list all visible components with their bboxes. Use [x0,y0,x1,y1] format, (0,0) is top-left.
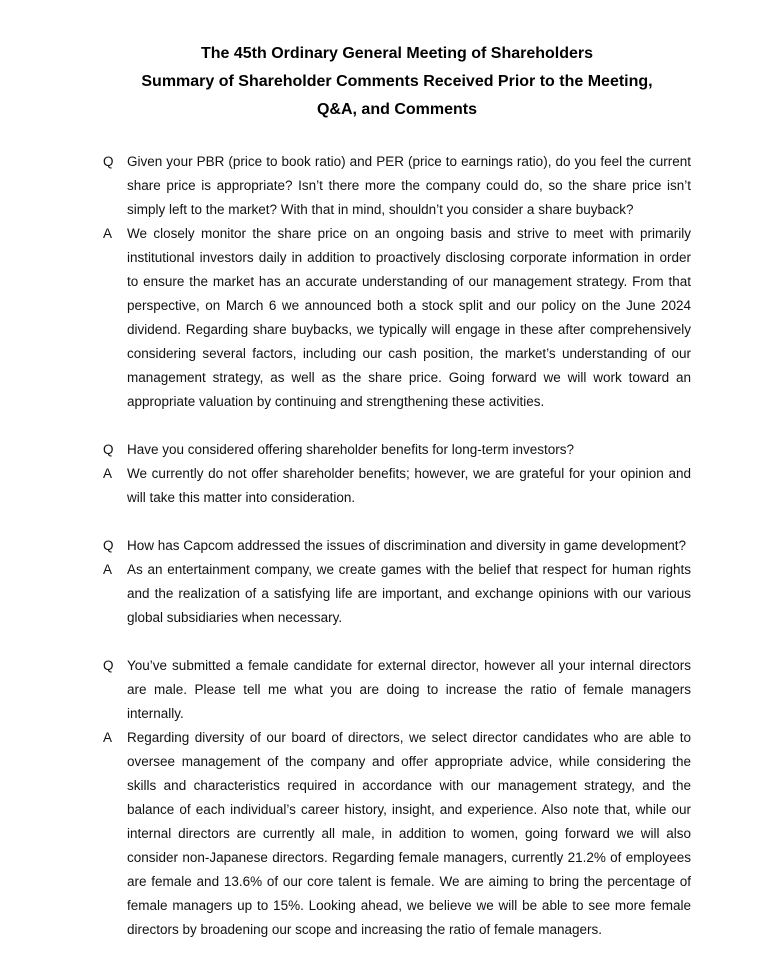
title-line-1: The 45th Ordinary General Meeting of Shareholders [200,45,594,62]
qa-block-3 [103,534,691,630]
question-label: Q [103,538,114,553]
answer-label: A [103,730,113,745]
question-text: You’ve submitted a female candidate for external director, however all your internal directors are male. Please tell me what you are doing to increase the ratio of female managers internally. [127,658,691,721]
answer-label: A [103,226,113,241]
question-text: How has Capcom addressed the issues of discrimination and diversity in game development? [127,538,687,553]
answer-row [103,558,691,630]
question-row [103,654,691,726]
answer-row [103,726,691,942]
answer-text: We currently do not offer shareholder benefits; however, we are grateful for your opinion and will take this matter into consideration. [127,466,691,505]
qa-list [103,150,691,942]
title-line-3: Q&A, and Comments [316,101,477,118]
answer-text: As an entertainment company, we create games with the belief that respect for human rights and the realization of a satisfying life are important, and exchange opinions with our various global subsidiaries when necessary. [127,562,691,625]
qa-block-2 [103,438,691,510]
title-line-2: Summary of Shareholder Comments Received Prior to the Meeting, [141,73,653,90]
question-text: Given your PBR (price to book ratio) and PER (price to earnings ratio), do you feel the current share price is appropriate? Isn’t there more the company could do, so the share price isn’t simply left to the market? With that in mind, shouldn’t you consider a share buyback? [127,154,691,217]
question-label: Q [103,442,114,457]
answer-row [103,222,691,414]
question-row [103,150,691,222]
question-text: Have you considered offering shareholder benefits for long-term investors? [127,442,574,457]
answer-label: A [103,466,113,481]
question-row [103,438,691,462]
document-title [103,40,691,124]
question-row [103,534,691,558]
answer-label: A [103,562,113,577]
question-label: Q [103,658,114,673]
question-label: Q [103,154,114,169]
qa-block-4 [103,654,691,942]
answer-text: We closely monitor the share price on an ongoing basis and strive to meet with primarily institutional investors daily in addition to proactively disclosing corporate information in order to ensure the market has an accurate understanding of our management strategy. From that perspective, on March 6 we announced both a stock split and our policy on the June 2024 dividend. Regarding share buybacks, we typically will engage in these after comprehensively considering several factors, including our cash position, the market’s understanding of our management strategy, as well as the share price. Going forward we will work toward an appropriate valuation by continuing and strengthening these activities. [127,226,691,409]
answer-text: Regarding diversity of our board of directors, we select director candidates who are able to oversee management of the company and offer appropriate advice, while considering the skills and characteristics required in accordance with our management strategy, and the balance of each individual’s career history, insight, and experience. Also note that, while our internal directors are currently all male, in addition to women, going forward we will also consider non-Japanese directors. Regarding female managers, currently 21.2% of employees are female and 13.6% of our core talent is female. We are aiming to bring the percentage of female managers up to 15%. Looking ahead, we believe we will be able to see more female directors by broadening our scope and increasing the ratio of female managers. [127,730,691,937]
answer-row [103,462,691,510]
qa-block-1 [103,150,691,414]
